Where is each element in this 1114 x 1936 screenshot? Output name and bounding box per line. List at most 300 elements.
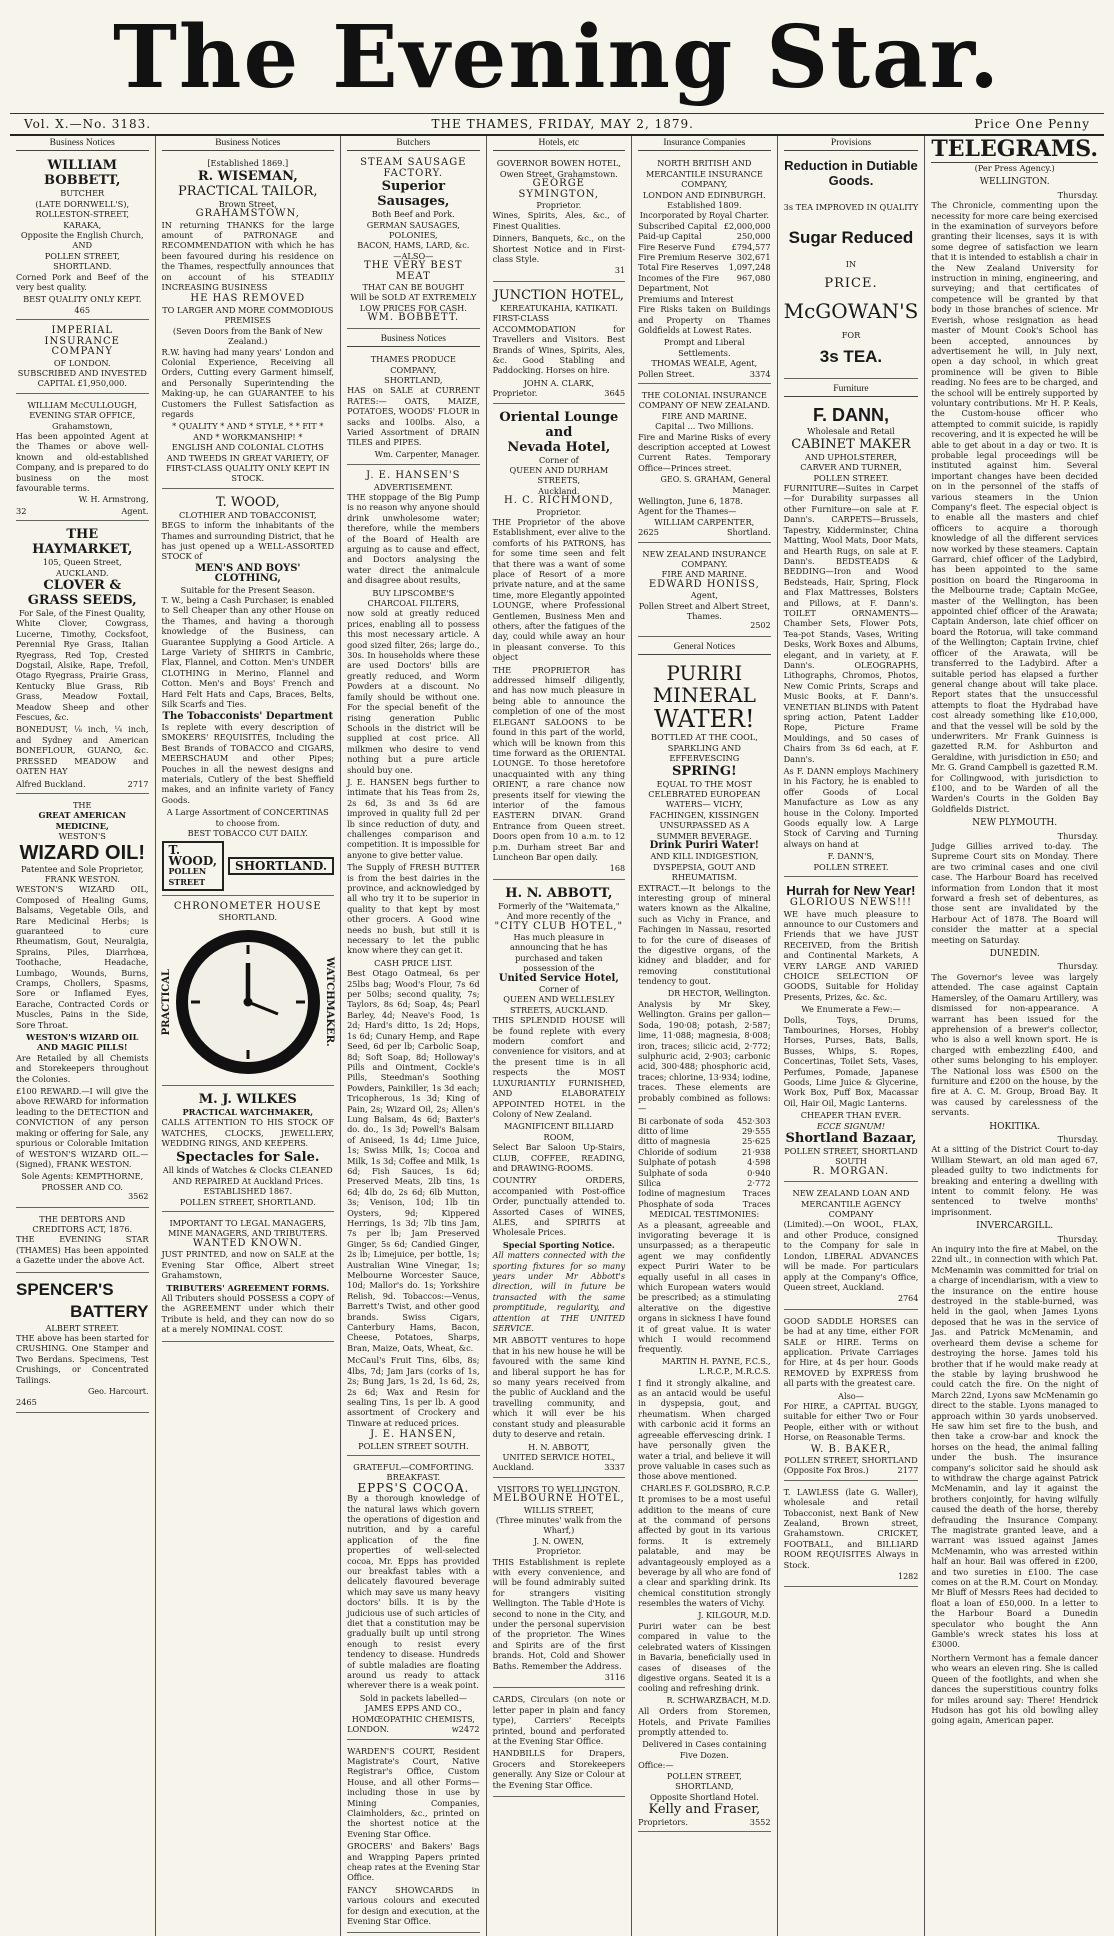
ad-footer — [493, 388, 626, 398]
ad-line: Corner of — [538, 454, 579, 465]
press-agency: (Per Press Agency.) — [974, 163, 1055, 173]
column-heading: General Notices — [638, 640, 771, 655]
ad-line: United Service Hotel, — [498, 972, 619, 984]
ad-title: IMPORTANT TO LEGAL MANAGERS, MINE MANAGERS, AND TRIBUTERS. — [168, 1218, 328, 1239]
ad-body: FANCY SHOWCARDS in various colours and executed for design and execution, at the Evening Star Office. — [347, 1884, 480, 1926]
ad-line: Shortland. — [726, 527, 771, 538]
ad-body: BONEDUST, ⅛ inch, ¼ inch, and Sydney and American BONEFLOUR, GUANO, &c. PRESSED MEADOW and OATEN HAY — [16, 724, 149, 777]
ad-mccullough — [16, 397, 149, 521]
ad-line: POLLEN STREET — [168, 866, 207, 887]
ad-line: Goods. — [828, 173, 874, 189]
ad-body: Analysis by Mr Skey, Wellington. Grains per gallon—Soda, 190·08; potash, 2·587; lime, 11·088; magnesia, 8·008; iron, traces; silicic acid, 2·772; sulphuric acid, 2·903; carbonic acid, 300·488; phosphoric acid, traces; chlorine, 13·934; iodine, traces. These elements are probably combined as follows:— — [638, 999, 771, 1114]
ad-line: Sole Agents: KEMPTHORNE, PROSSER AND CO. — [21, 1171, 144, 1192]
row-value: 250,000 — [736, 231, 771, 242]
row-value: £2,000,000 — [723, 220, 771, 231]
ad-body: As F. DANN employs Machinery in his Factory, he is enabled to offer Goods of Local Manufacture as Low as any house in the Colony. Imported Goods equally low. A Large Stock of Carving and Turning always on hand at — [783, 766, 919, 849]
telegram-place: INVERCARGILL. — [976, 1221, 1054, 1232]
ad-body: now sold at greatly reduced prices, enabling all to possess this most necessary article. A good sized filter, 26s; large do., 30s. In households where these are used Doctors' bills are greatly reduced, and Worm Powders at a discount. No family should be without one. For the special benefit of the rising generation Public Schools in the district will be supplied at cost price. All milkmen who desire to vend nothing but a pure article should buy one. — [347, 608, 480, 775]
column-3 — [341, 136, 487, 1936]
ad-title: JUNCTION HOTEL, — [493, 287, 625, 303]
ad-line: GEORGE SYMINGTON, — [518, 178, 600, 200]
column-5 — [632, 136, 778, 1936]
row-label: Sulphate of soda — [638, 1167, 708, 1178]
ad-line: Auckland. — [538, 485, 580, 496]
table-row — [638, 231, 771, 241]
table-row — [638, 1188, 771, 1198]
ad-line: ALBERT STREET. — [45, 1322, 119, 1333]
ad-line: Sugar Reduced — [788, 227, 914, 247]
ad-line: Wholesale and Retail — [807, 426, 895, 437]
ad-title: WILLIAM BOBBETT, — [44, 158, 121, 189]
ad-line: Proprietor. — [536, 506, 582, 517]
row-value: 452·303 — [736, 1115, 771, 1126]
ad-body: The Supply of FRESH BUTTER is from the best dairies in the province, and acknowledged by all who try it to be superior in quality to that kept by most other grocers. A Good wine needs no bush, but still it is necessary to let the public know where they can get it. — [347, 862, 480, 956]
ad-line: THE VERY BEST MEAT — [364, 260, 463, 282]
ad-line: FIRE AND MARINE. — [661, 569, 747, 580]
ad-line: Shortland Bazaar, — [785, 1131, 917, 1147]
ad-title: THAMES PRODUCE COMPANY, — [370, 354, 456, 375]
ad-line: GLORIOUS NEWS!!! — [789, 897, 913, 909]
ad-line: Nevada Hotel, — [507, 439, 611, 455]
table-row — [638, 1199, 771, 1209]
row-value: 21·938 — [741, 1146, 771, 1157]
ad-oriental-lounge — [493, 407, 626, 880]
ad-line: (Three minutes' walk from the Wharf,) — [495, 1514, 622, 1536]
table-row — [638, 1178, 771, 1188]
ad-body: JUST PRINTED, and now on SALE at the Evening Star Office, Albert street Grahamstown, — [161, 1249, 335, 1281]
ad-body: (Limited).—On WOOL, FLAX, and other Produce, consigned to the Company for sale in London, LIBERAL ADVANCES will be made. For particulars apply at the Company's Office, Queen street, Auckland. — [783, 1219, 919, 1292]
wood-box-right: SHORTLAND. — [228, 857, 334, 875]
ad-body: T. W., being a Cash Purchaser, is enabled to Sell Cheaper than any other House on the Thames, and having a thorough knowledge of the Business, can Guarantee Supplying a Good Article. A Large Variety of SHIRTS in Cambric, Flax, Flannel, and Cotton. Men's UNDER CLOTHING in Merino, Flannel and Cotton. Men's and Boys' French and Hard Felt Hats and Caps, Braces, Belts, Silk Scarfs and Ties. — [161, 595, 335, 710]
table-row — [638, 1157, 771, 1167]
ad-body: CARDS, Circulars (on note or letter paper in plain and fancy type), Carriers' Receipts printed, bound and perforated at the Evening Star Office. — [492, 1694, 626, 1747]
ad-line: ENGLISH AND COLONIAL CLOTHS AND TWEEDS IN GREAT VARIETY, OF FIRST-CLASS QUALITY ONLY KEPT IN STOCK. — [166, 442, 330, 484]
ad-title: NORTH BRITISH AND MERCANTILE INSURANCE COMPANY, — [645, 158, 763, 190]
wood-box — [162, 841, 335, 891]
ad-title: F. DANN, — [812, 405, 889, 426]
ad-line: Prompt and Liberal Settlements. — [663, 337, 745, 358]
column-4 — [487, 136, 633, 1936]
ad-body: BEGS to inform the inhabitants of the Thames and surrounding District, that he has just opened up a WELL-ASSORTED STOCK of — [161, 520, 335, 562]
ad-line: Corner of — [538, 984, 579, 995]
ad-body: Dolls, Toys, Drums, Tambourines, Horses, Hobby Horses, Purses, Bats, Balls, Busses, Whips, S. Ropes, Concertinas, Toilet Sets, Vases, Perfumes, Pomade, Japanese Goods, Lime Juice & Glycerine, Work Box, Puff Box, Macassar Oil, Hair Oil, Magic Lanterns. — [783, 1014, 919, 1108]
ad-line: IN — [845, 258, 857, 269]
ad-line: —ALSO— — [393, 250, 434, 261]
telegram-place: NEW PLYMOUTH. — [972, 818, 1058, 829]
ad-body: THIS SPLENDID HOUSE will be found replete with every modern comfort and convenience for visitors, and at the present time is in all respects the MOST LUXURIANTLY FURNISHED, AND ELABORATELY APPOINTED HOTEL in the Colony of New Zealand. — [492, 1015, 626, 1119]
row-value: 4·598 — [747, 1157, 771, 1168]
ad-wilkes — [162, 1089, 335, 1212]
ad-signature: WM. BOBBETT. — [367, 312, 460, 324]
ad-body: £100 REWARD.—I will give the above REWARD for information leading to the DETECTION and CONVICTION of any person making or offering for Sale, any spurious or Colorable Imitation of WESTON'S WIZARD OIL.—(Signed), FRANK WESTON. — [16, 1086, 149, 1169]
ad-line: LONDON AND EDINBURGH. — [642, 189, 766, 200]
ad-signature: GEO. S. GRAHAM, General Manager. — [660, 475, 771, 495]
ad-line: CABINET MAKER — [791, 436, 911, 452]
wood-box-left — [162, 841, 225, 891]
ad-footer — [638, 527, 771, 537]
ad-line: PRACTICAL WATCHMAKER, — [182, 1106, 314, 1117]
ad-line: Owen Street, Grahamstown. — [499, 168, 618, 179]
ad-body: All Orders from Storemen, Hotels, and Private Families promptly attended to. — [638, 1706, 771, 1738]
ad-line: Proprietor. — [492, 388, 538, 399]
ad-line: ECCE SIGNUM! — [816, 1120, 886, 1131]
ad-body: THE Proprietor of the above Establishment, ever alive to the comforts of his PATRONS, has for some time seen and felt that there was a want of some place of Resort of a more private nature, and at the same time, more Elegantly appointed LOUNGE, where Professional Gentlemen, Business Men and others, after the fatigues of the day, could while away an hour in pleasant converse. To this object — [492, 516, 626, 663]
ad-number: 3645 — [604, 388, 626, 399]
ad-number: 1282 — [898, 1572, 919, 1582]
ad-body: All Tributers should POSSESS a COPY of the AGREEMENT under which their Tribute is held, and they can now do so at a merely NOMINAL COST. — [161, 1292, 335, 1335]
ad-number: 2177 — [897, 1465, 919, 1476]
ad-title: Oriental Lounge and — [499, 409, 619, 440]
ad-signature: MARTIN H. PAYNE, F.C.S., L.R.C.P., M.R.C.S. — [661, 1356, 771, 1377]
ad-title: R. WISEMAN, — [197, 168, 298, 184]
ad-line: Wellington, June 6, 1878. — [638, 496, 743, 506]
ad-body: Fire Risks taken on Buildings and Property on Thames Goldfields at Lowest Rates. — [638, 304, 771, 335]
row-label: Total Fire Reserves — [638, 262, 719, 273]
ad-title: GOVERNOR BOWEN HOTEL, — [496, 158, 621, 169]
ad-body: R.W. having had many years' London and Colonial Experience, Receiving all Orders, Cutting every Garment himself, and Personally Superintending the Making-up, he can GUARANTEE to his Customers the Fullest Satisfaction as regards — [161, 346, 335, 419]
ad-body: For HIRE, a CAPITAL BUGGY, suitable for either Two or Four People, either with or without Horse, on Reasonable Terms. — [783, 1400, 919, 1443]
ad-quality: BEST QUALITY ONLY KEPT. — [23, 294, 142, 305]
ad-body: Best Otago Oatmeal, 6s per 25lbs bag; Wood's Flour, 7s 6d per 50lbs; second quality, 7s; Taylors, 8s 6d; Soap, 4s; Pearl Barley, 4d; Neave's Food, 1s 2d; Hard's ditto, 1s 2d; Hops, 1s 6d; Cunary Hemp, and Rape Seed, 6d per lb; Carbolic Soap, 8d; Soft Soap, 8d; Holloway's Pills and Ointment, Cockle's Pills, Steedman's Soothing Powders, Painkiller, 1s 3d each; Tricopherous, 1s 3d; King of Pain, 2s; Wizard Oil, 2s; Allen's Lung Balsam, 4s 6d; Baxter's do. do., 1s 3d; Powell's Balsam of Aniseed, 1s 4d; Lime Juice, 1s; Swiss Milk, 1s; Cocoa and Milk, 1s 3d; Coffee and Milk, 1s 6d; Fish Sauces, 1s 6d; Preserved Meats, 2lb tins, 1s 6d; 4lb do, 2s 6d; 6lb Mutton, 3s; Venison, 10d; 1lb tin Oysters, 9d; Kippered Herrings, 1s 3d; 7lb tins Jam, 7s per lb; Jam Preserved Ginger, 5s 6d; Candied Ginger, 2s lb; Limejuice, per bottle, 1s; Australian Wine Vinegar, 1s; Melbourne Worcester Sauce, 10d; Mallor's do. 1s; Yorkshire Relish, 9d. Tobaccos:—Venus, Barrett's Twist, and other good brands. Swiss Cigars, Canterbury Hams, Bacon, Cheese, Potatoes, Sharps, Bran, Maize, Oats, Wheat, &c. — [347, 968, 480, 1353]
ad-signature: JOHN A. CLARK, — [523, 377, 595, 388]
column-heading: Furniture — [784, 382, 919, 397]
ad-line: BEST TOBACCO CUT DAILY. — [187, 827, 308, 838]
ad-line: MEDICAL TESTIMONIES: — [649, 1209, 760, 1220]
ad-line: FOR — [841, 329, 861, 340]
ad-title: THE COLONIAL INSURANCE COMPANY OF NEW ZEALAND. — [638, 389, 770, 411]
ad-shortland-bazaar — [784, 880, 919, 1182]
ad-line: We Enumerate a Few:— — [801, 1004, 901, 1015]
ad-line: SHORTLAND. — [218, 912, 277, 923]
telegram-text: At a sitting of the District Court to-day William Stewart, an old man aged 67, pleaded guilty to two indictments for breaking and entering a dwelling with intent to commit felony. He was sentenced to twelve months' imprisonment. — [931, 1144, 1098, 1217]
ad-body: FIRST-CLASS ACCOMMODATION for Travellers and Visitors. Best Brands of Wines, Spirits, Ales, &c. Good Stabling and Paddocking. Horses on hire. — [492, 313, 626, 376]
ad-wiseman — [162, 155, 335, 488]
clock-row — [162, 923, 335, 1081]
ad-line: Agent. — [121, 505, 149, 516]
ad-line — [16, 294, 149, 315]
column-2 — [156, 136, 342, 1936]
ad-line: Opposite the English Church, — [20, 230, 144, 241]
ad-number: 2625 — [638, 527, 659, 538]
ad-spencer — [16, 1276, 149, 1413]
ad-line: WESTON'S — [58, 831, 106, 842]
ad-governor-bowen — [493, 155, 626, 281]
ad-title: NEW ZEALAND LOAN AND MERCANTILE AGENCY COMPANY — [792, 1188, 910, 1220]
ad-abbott — [493, 883, 626, 1478]
ad-signature: J. E. HANSEN, — [370, 1429, 457, 1441]
ad-legal-forms — [162, 1215, 335, 1341]
ad-line: And more recently of the — [507, 911, 611, 922]
ad-number: 32 — [16, 505, 27, 516]
ad-body: HAS on SALE at CURRENT RATES:— OATS, MAIZE, POTATOES, WOODS' FLOUR in sacks and 100lbs. Also, a Varied Assortment of DRAIN TILES and PIPES. — [347, 385, 480, 448]
ad-line: QUEEN AND DURHAM STREETS, — [509, 464, 609, 486]
ad-line: POLLEN STREET, SHORTLAND. — [44, 250, 120, 272]
ad-line: THAT CAN BE BOUGHT — [362, 282, 465, 293]
ad-line: HE HAS REMOVED — [190, 293, 306, 305]
ad-body: Fire and Marine Risks of every description accepted at Lowest Current Rates. Temporary Office—Princes street. — [638, 431, 771, 473]
ad-line: WILLIAM CARPENTER, — [654, 516, 755, 527]
ad-baker-horses — [784, 1313, 919, 1481]
ad-line: POLLEN STREET, SHORTLAND, — [666, 1770, 742, 1792]
ad-line: EVENING STAR OFFICE, — [29, 410, 136, 421]
column-1 — [10, 136, 156, 1936]
ad-signature: R. SCHWARZBACH, M.D. — [666, 1695, 771, 1705]
ad-body: WE have much pleasure to announce to our Customers and Friends that we have JUST RECEIVED, from the British and Continental Markets, A VERY LARGE AND VARIED CHOICE SELECTION OF GOODS, Suitable for Holiday Presents, Prizes, &c. &c. — [783, 908, 919, 1002]
column-heading: Butchers — [347, 136, 480, 151]
telegram-text: An inquiry into the fire at Mabel, on the 22nd ult., in connection with which Pat. McMenamin was committed for trial on a charge of incendiarism, with a view to the insurance on the entire house destroyed in the stable-burned, was held in the gaol, when James Lyons deposed that he was in the service of Jas. and Patrick McMenamin, and overheard them devise a scheme for destroying the horse. James told his brother that if he would make ready at the stable by laying brushwood he could catch the fire. On the night of March 22nd, Lyons saw McMenamin go direct to the stable. Lyons managed to approach within 30 yards unobserved. He saw him set fire to the bush, and then take a crow-bar and knock the horses on the head, the animal falling under the bush. The insurance company's solicitor said he should ask to withdraw the charge against Patrick McMenamin, and lay it against the brothers conjointly, for having wilfully caused the death of the horse, thereby defrauding the Insurance Company. The magistrate granted leave, and a warrant was issued against James McMenamin, who was arrested within half an hour. Bail was offered in £200, and two sureties in £100. The case comes on at the R.M. Court on Monday. Mr Bluff of Messrs Rees had decided to float a loan of £50,000. In a letter to the Harbour Board a Dunedin speculator who bought the Ann Gamble's wreck states his loss at £3000. — [931, 1244, 1098, 1650]
ad-title: WIZARD OIL! — [19, 841, 146, 864]
ad-line: ROLLESTON-STREET, KARAKA, — [35, 209, 129, 230]
ad-line: Capital ... Two Millions. — [655, 421, 754, 432]
telegram-text: Northern Vermont has a female dancer who wears an eleven ring. She is called Queen of the footlights, and when she dances the superstitious country folks for miles around say: There! Hendrick Hudson has got his old bowling alley going again, American paper. — [931, 1652, 1098, 1726]
telegram-day: Thursday. — [1057, 830, 1098, 841]
table-row — [638, 1147, 771, 1157]
ad-number: 465 — [74, 304, 91, 315]
row-label: Subscribed Capital — [638, 220, 718, 231]
telegrams-heading: TELEGRAMS. — [931, 136, 1098, 162]
ad-body: CALLS ATTENTION TO HIS STOCK OF WATCHES, CLOCKS, JEWELLERY, WEDDING RINGS, AND KEEPERS. — [161, 1117, 335, 1149]
ad-line: BATTERY — [70, 1301, 149, 1321]
ad-body: T. LAWLESS (late G. Waller), wholesale and retail Tobacconist, next Bank of New Zealand, Brown street, Grahamstown. CRICKET, FOOTBALL, and BILLIARD ROOM REQUISITES Always in Stock. — [783, 1486, 919, 1570]
ad-line: "CITY CLUB HOTEL," — [494, 920, 624, 932]
ad-body: Dinners, Banquets, &c., on the Shortest Notice and in First-class Style. — [492, 233, 626, 265]
ad-line: INSURANCE COMPANY — [44, 335, 120, 358]
ad-line: Proprietors. — [638, 1816, 688, 1827]
telegram-place: DUNEDIN. — [989, 949, 1040, 960]
ad-line: (Opposite Fox Bros.) — [783, 1465, 869, 1476]
ad-line: Spectacles for Sale. — [176, 1150, 320, 1166]
table-row — [638, 1126, 771, 1136]
ad-title: CHRONOMETER HOUSE — [173, 901, 322, 912]
row-value: £794,577 — [731, 241, 771, 252]
ad-hansen — [347, 468, 480, 1456]
row-label: Bi carbonate of soda — [638, 1115, 724, 1126]
ad-line: Also— — [838, 1390, 864, 1401]
capital-table — [638, 221, 771, 304]
ad-line: WANTED KNOWN. — [192, 1237, 303, 1249]
ad-line: HOMŒOPATHIC CHEMISTS, — [351, 1713, 475, 1724]
ad-body: THE stoppage of the Big Pump is no reason why anyone should drink unwholesome water; therefore, while the members of the Board of Health are arguing as to cause and effect, and Doctors analysing the water direct the animalcule and disagree about results, — [347, 491, 480, 586]
ad-body: Puriri water can be best compared in value to the celebrated waters of Kissingen in Bavaria, beneficially used in cases of diseases of the digestive organs. Seated it is a cooling and refreshing drink. — [638, 1621, 771, 1694]
ad-number: 3116 — [604, 1673, 626, 1683]
row-value: 0·940 — [747, 1167, 771, 1178]
ad-title: EPPS'S COCOA. — [357, 1480, 470, 1495]
ad-line: MEN'S AND BOYS' CLOTHING, — [195, 562, 301, 585]
row-value: 2·772 — [747, 1177, 771, 1188]
ad-signature: DR HECTOR, Wellington. — [667, 988, 771, 998]
clock-icon — [173, 927, 323, 1077]
ad-line: BUY LIPSCOMBE'S CHARCOAL FILTERS, — [367, 587, 460, 609]
ad-line: Formerly of the "Waitemata," — [498, 900, 620, 911]
ad-signature: W. H. Armstrong, — [78, 495, 149, 505]
ad-line: Superior Sausages, — [377, 179, 450, 210]
ad-north-british — [638, 155, 771, 384]
ad-signature: H. N. ABBOTT, — [528, 1441, 590, 1452]
ad-title: T. WOOD, — [215, 494, 280, 510]
ad-mcgowan — [784, 155, 919, 379]
ad-line: POLLEN STREET SOUTH. — [358, 1440, 469, 1451]
ad-line: AND KILL INDIGESTION, DYSPEPSIA, GOUT AND RHEUMATISM. — [650, 851, 759, 883]
ad-line: CLOVER & GRASS SEEDS, — [27, 578, 137, 608]
ad-line: The Tobacconists' Department — [162, 710, 334, 722]
ad-signature: W. B. BAKER, — [810, 1443, 892, 1455]
ad-number: 2717 — [127, 778, 149, 789]
ad-line: LONDON. — [347, 1724, 389, 1735]
row-value: 25·625 — [741, 1136, 771, 1147]
ad-footer — [16, 506, 149, 516]
ad-line: Sold in packets labelled— — [359, 1692, 467, 1703]
ad-title: J. E. HANSEN'S — [366, 470, 461, 482]
ad-lawless — [784, 1484, 919, 1588]
ad-steam-sausage — [347, 155, 480, 328]
ad-line: Has much pleasure in announcing that he has purchased and taken possession of the — [510, 932, 608, 974]
row-value: 302,671 — [736, 252, 771, 263]
column-heading: Provisions — [784, 136, 919, 151]
ad-line: BUTCHER — [60, 188, 105, 199]
ad-dann — [784, 401, 919, 877]
ad-number: 3562 — [128, 1192, 149, 1202]
table-row — [638, 273, 771, 304]
table-row — [638, 242, 771, 252]
ad-line: PRACTICAL TAILOR, — [178, 183, 318, 199]
ad-line: Suitable for the Present Season. — [180, 584, 315, 595]
ad-line: CAPITAL £1,950,000. — [37, 378, 127, 389]
ad-line: ADVERTISEMENT. — [373, 481, 453, 492]
ad-body: THE PROPRIETOR has addressed himself diligently, and has now much pleasure in being able to announce the completion of one of the most ELEGANT SALOONS to be found in this part of the world, which will be known from this time forward as the ORIENTAL LOUNGE. To those heretofore unacquainted with any thing ORIENT, a rare chance now presents itself for viewing the interior of the famous EASTERN DIVAN. Grand Entrance from Queen street. Doors open from 10 a.m. to 12 p.m. Durham street Bar and Luncheon Bar open daily. — [492, 664, 626, 862]
ad-line: All kinds of Watches & Clocks CLEANED AND REPAIRED At Auckland Prices. — [162, 1165, 333, 1186]
ad-body: GROCERS' and Bakers' Bags and Wrapping Papers printed cheap rates at the Evening Star Office. — [347, 1841, 480, 1883]
ad-junction — [493, 285, 626, 404]
ad-body: All matters connected with the sporting fixtures for so many years under Mr Abbott's direction, will in future be transacted with the same promptitude, regularity, and attention at THE UNITED SERVICE. — [492, 1250, 626, 1334]
ad-title: Reduction in Dutiable — [784, 158, 918, 174]
ad-number: 3337 — [604, 1462, 626, 1473]
ad-line: Pollen Street and Albert Street, Thames. — [638, 600, 770, 622]
ad-epps-cocoa — [347, 1459, 480, 1740]
ad-body: I find it strongly alkaline, and as an antacid would be useful in dyspepsia, gout, and rheumatism. When charged with carbonic acid it forms an agreeable effervescing drink. I have personally given the water a trial, and believe it will prove valuable in cases such as those above mentioned. — [638, 1377, 771, 1482]
telegram-day: Thursday. — [1057, 189, 1098, 200]
ad-body: IN returning THANKS for the large amount of PATRONAGE and RECOMMENDATION with which he has been favoured during his residence on the Thames, respectfully announces that on account of his STEADILY INCREASING BUSINESS — [161, 219, 335, 293]
column-heading: Business Notices — [16, 136, 149, 151]
row-label: Sulphate of potash — [638, 1157, 717, 1168]
ad-number: 3374 — [749, 368, 771, 379]
row-value: 29·555 — [741, 1125, 771, 1136]
ad-footer — [784, 1465, 919, 1475]
ad-line: POLLEN STREET, SHORTLAND — [784, 1455, 918, 1465]
ad-number: w2472 — [451, 1724, 480, 1735]
ad-chronometer — [162, 899, 335, 1086]
ad-number: 2764 — [898, 1294, 919, 1304]
ad-line: WESTON'S WIZARD OIL AND MAGIC PILLS! — [26, 1032, 139, 1053]
ad-title: Hurrah for New Year! — [786, 883, 916, 899]
ad-body: THE EVENING STAR (THAMES) Has been appointed a Gazette under the above Act. — [16, 1234, 149, 1266]
ad-line: 3s TEA. — [819, 347, 883, 367]
ad-line: Patentee and Sole Proprietor, FRANK WESTON. — [21, 863, 144, 884]
ad-signature: R. MORGAN. — [812, 1165, 890, 1177]
ad-title: THE DEBTORS AND CREDITORS ACT, 1876. — [32, 1213, 133, 1234]
ad-line: FIRE AND MARINE. — [661, 410, 747, 421]
ad-body: Select Bar Saloon Up-Stairs, CLUB, COFFEE, READING, and DRAWING-ROOMS. — [492, 1142, 626, 1173]
ad-line: Auckland. — [492, 1462, 534, 1473]
ad-line: T. WOOD, — [168, 843, 218, 868]
ad-line: Pollen Street. — [638, 368, 695, 379]
ad-number: 31 — [614, 266, 626, 276]
ad-footer — [16, 779, 149, 789]
ad-line: SPRING! — [671, 763, 737, 779]
ad-line: EDWARD HONISS, — [648, 578, 760, 590]
ad-body: MR ABBOTT ventures to hope that in his new house he will be favoured with the same kind and liberal support he has for so many years received from the public of Auckland and the travelling community, and which it will ever be his constant study and pleasurable duty to deserve and retain. — [492, 1335, 626, 1440]
ad-line: ESTABLISHED 1867. — [203, 1186, 293, 1197]
ad-title: NEW ZEALAND INSURANCE COMPANY. — [642, 548, 767, 570]
ad-line: CASH PRICE LIST. — [374, 957, 453, 968]
row-label: ditto of magnesia — [638, 1136, 711, 1147]
ad-line: GERMAN SAUSAGES, POLONIES, — [366, 219, 460, 241]
telegram-place: HOKITIKA. — [989, 1121, 1041, 1132]
ad-line: TO LARGER AND MORE COMMODIOUS PREMISES — [162, 304, 334, 326]
ad-line: PRICE. — [824, 276, 878, 292]
row-value: 967,080 — [736, 272, 771, 283]
ad-nz-insurance — [638, 546, 771, 637]
column-heading: Insurance Companies — [638, 136, 771, 151]
ad-body: By a thorough knowledge of the natural laws which govern the operations of digestion and nutrition, and by a careful application of the fine properties of well-selected cocoa, Mr. Epps has provided our breakfast tables with a delicately flavoured beverage which may save us many heavy doctors' bills. It is by the judicious use of such articles of diet that a constitution may be gradually built up until strong enough to resist every tendency to disease. Hundreds of subtle maladies are floating around us ready to attack wherever there is a weak point. — [347, 1493, 480, 1691]
row-label: Incomes of the Fire Department, Not Premiums and Interest — [638, 272, 734, 304]
ad-footer — [638, 1817, 771, 1827]
telegram-text: The Chronicle, commenting upon the necessity for more care being exercised in the examination of surveyors before granting their licenses, says it is with some degree of satisfaction we learn that it is intended to establish a chair in the New Zealand University for instruction in mining, engineering, and surveying; and that certificates of competence will be granted by that body in those branches of science. Mr Everish, whose resignation as head master of Mount Cook's School has been accepted, announces by advertisement he will, in July next, open a day school, in which great prominence will be given to Bible reading. No fees are to be charged, and the school will be entirely supported by voluntary contributions. Mr H. P. Keals, the Custom-house officer who attempted to commit suicide, is rapidly recovering, and it is expected he will be able to get about in a day or two. It is probable legal proceedings will be instituted against him. Several important changes have been decided on in the personnel of the staffs of various steamers in the Union Company's fleet. The especial object is to enable all the masters and chief officers to acquire a thorough knowledge of all the different services now worked by these steamers. Captain Garrard, chief officer of the Ladybird, has been appointed to the same position on board the Ringarooma in the Melbourne trade; Captain McGee, master of the Wellington, has been appointed chief officer of the Arawata; Captain Anderson, late chief officer on board the Rotorua, will take command of the Wellington; Captain Irvine, chief officer of the Arawata, will be transferred to the Ladybird. After a suitable period has elapsed a further general change about will take place. Report states that the unsuccessful attempts to float the Hydrabad have cost already something like £10,000, and that the vessel will be sold by the underwriters. Mr Frank Guinness is gazetted R.M. for Ashburton and Geraldine, with jurisdiction in £50; and Mr. G. Grand Campbell is gazetted R.M. for Collingwood, with jurisdiction to £100, and to be Warden of all the Warden's Courts in the Golden Bay Goldfields District. — [931, 200, 1098, 814]
ad-line: JAMES EPPS AND CO., — [364, 1703, 462, 1714]
ad-line: Proprietor. — [536, 200, 582, 211]
ad-body: McCaul's Fruit Tins, 6lbs, 8s; 4lbs, 7d; Jam Jars (corks of 1s, 2s; Bung Jars, 1s 2d, 1s 6d, 2s, 2s 6d; Wax and Resin for sealing Tins, 1s per lb. A good assortment of Crockery and Tinware at reduced prices. — [347, 1355, 480, 1428]
ad-bobbett — [16, 155, 149, 320]
ad-line: (Seven Doors from the Bank of New Zealand.) — [172, 325, 323, 347]
column-7 — [925, 136, 1104, 1936]
ad-line: EQUAL TO THE MOST CELEBRATED EUROPEAN WATERS— VICHY, FACHINGEN, KISSINGEN — [648, 778, 761, 820]
ad-signature: Geo. Harcourt. — [88, 1387, 149, 1396]
row-value: 1,097,248 — [728, 262, 771, 273]
telegram-text: The Governor's levee was largely attended. The case against Captain Hamersley, of the Oamaru Artillery, was dismissed for non-appearance. A warrant has been issued for the apprehension of a brewer's collector, who is also a well known sport. He is charged with embezzling £400, and other sums belonging to his employer. The National loss was £500 on the furniture and £200 on the house, by the fire at A. C. M. Group, Broad Bay. It was caused by carelessness of the servants. — [931, 971, 1098, 1118]
ad-line: 105, Queen Street, — [42, 557, 122, 568]
ad-title: PURIRI MINERAL — [652, 661, 756, 708]
ad-line: Grahamstown, — [51, 420, 113, 431]
ad-line: Delivered in Cases containing Five Dozen. — [642, 1739, 767, 1760]
column-6 — [778, 136, 926, 1936]
ad-signature: Wm. Carpenter, Manager. — [374, 449, 480, 459]
telegram-day: Thursday. — [1057, 961, 1098, 972]
ad-line: VISITORS TO WELLINGTON. — [497, 1483, 621, 1494]
ad-line: QUEEN AND WELLESLEY STREETS, AUCKLAND. — [503, 994, 615, 1015]
ad-thames-produce — [347, 351, 480, 465]
ad-signature: J. KILGOUR, M.D. — [698, 1610, 771, 1620]
row-value: Traces — [742, 1198, 771, 1209]
ad-line: Brown Street, — [218, 198, 277, 209]
table-row — [638, 1168, 771, 1178]
ad-body: WESTON'S WIZARD OIL, Composed of Healing Gums, Balsams, Vegetable Oils, and Rare Medicinal Herbs; is guaranteed to cure Rheumatism, Gout, Neuralgia, Sprains, Piles, Diarrhœa, Toothache, Headache, Lumbago, Wounds, Burns, Cramps, Chollers, Spasms, Sore or Inflamed Eyes, Earache, Contracted Cords or Muscles, Pains in the Side, Sore Throat. — [16, 884, 149, 1030]
ad-title: SPENCER'S — [16, 1279, 114, 1299]
ad-line: * QUALITY * AND * STYLE, * * FIT * AND * WORKMANSHIP! * — [172, 421, 324, 442]
column-heading: Business Notices — [347, 332, 480, 347]
ad-line: Proprietor. — [536, 1546, 582, 1557]
ad-line: BACON, HAMS, LARD, &c. — [357, 240, 470, 251]
ad-line: McGOWAN'S — [783, 298, 919, 323]
ad-footer — [638, 369, 771, 379]
ad-body: White Clover, Cowgrass, Lucerne, Timothy, Cocksfoot, Perennial Rye Grass, Italian Ryegrass, Red Top, Crested Dogstail, Alsike, Rape, Trefoil, Otago Ryegrass, Prairie Grass, Kentucky Blue Grass, Rib Grass, Meadow Foxtail, Meadow Sheep and other Fescues, &c. — [16, 618, 149, 723]
ad-title: THE HAYMARKET, — [32, 527, 133, 558]
ad-printing — [347, 1743, 480, 1934]
ad-signature: CHARLES F. GOLDSBRO, R.C.P. — [640, 1483, 771, 1493]
newspaper-title: The Evening Star. — [112, 7, 1002, 108]
table-row — [638, 221, 771, 231]
ad-body: It promises to be a most useful addition to the means of cure at the command of persons affected by gout in its various forms. It is extremely palatable, and may be advantageously employed as a beverage by all who are fond of a clear and sparkling drink. Its chemical constitution strongly resembles the waters of Vichy. — [638, 1494, 771, 1609]
ad-line: (LATE DORNWELL'S), — [35, 198, 130, 209]
ad-line: THE — [72, 799, 92, 810]
